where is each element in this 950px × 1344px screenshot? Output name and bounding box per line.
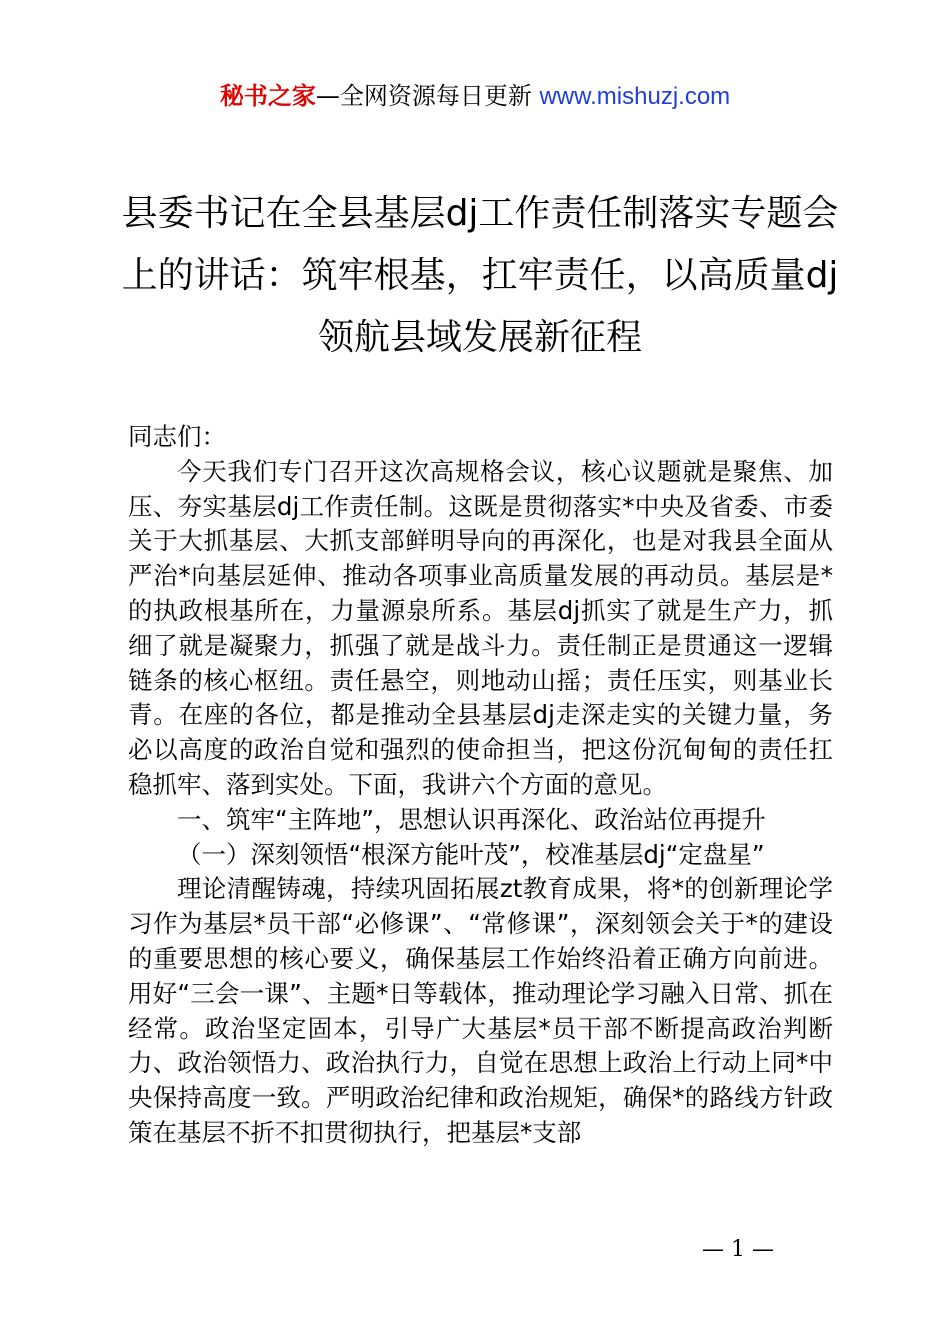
section-heading-1: 一、筑牢“主阵地”，思想认识再深化、政治站位再提升 — [177, 804, 766, 834]
page-number: — 1 — — [702, 1237, 774, 1262]
document-body — [128, 420, 833, 1151]
brand-name: 秘书之家 — [219, 82, 316, 110]
salutation: 同志们： — [128, 422, 226, 451]
document-title: 县委书记在全县基层dj工作责任制落实专题会上的讲话：筑牢根基，扛牢责任，以高质量dj领航县域发展新征程 — [121, 193, 839, 358]
site-url-link[interactable]: www.mishuzj.com — [539, 83, 731, 110]
body-paragraph-1: 理论清醒铸魂，持续巩固拓展zt教育成果，将*的创新理论学习作为基层*员干部“必修课”、“常修课”，深刻领会关于*的建设的重要思想的核心要义，确保基层工作始终沿着正确方向前进。用好“三会一课”、主题*日等载体，推动理论学习融入日常、抓在经常。政治坚定固本，引导广大基层*员干部不断提高政治判断力、政治领悟力、政治执行力，自觉在思想上政治上行动上同*中央保持高度一致。严明政治纪律和政治规矩，确保*的路线方针政策在基层不折不扣贯彻执行，把基层*支部 — [128, 874, 833, 1147]
site-banner — [0, 80, 950, 113]
banner-tagline: —全网资源每日更新 — [315, 82, 540, 110]
intro-paragraph: 今天我们专门召开这次高规格会议，核心议题就是聚焦、加压、夯实基层dj工作责任制。这既是贯彻落实*中央及省委、市委关于大抓基层、大抓支部鲜明导向的再深化，也是对我县全面从严治*向基层延伸、推动各项事业高质量发展的再动员。基层是*的执政根基所在，力量源泉所系。基层dj抓实了就是生产力，抓细了就是凝聚力，抓强了就是战斗力。责任制正是贯通这一逻辑链条的核心枢纽。责任悬空，则地动山摇；责任压实，则基业长青。在座的各位，都是推动全县基层dj走深走实的关键力量，务必以高度的政治自觉和强烈的使命担当，把这份沉甸甸的责任扛稳抓牢、落到实处。下面，我讲六个方面的意见。 — [128, 456, 833, 799]
subsection-heading-1: （一）深刻领悟“根深方能叶茂”，校准基层dj“定盘星” — [177, 839, 765, 869]
